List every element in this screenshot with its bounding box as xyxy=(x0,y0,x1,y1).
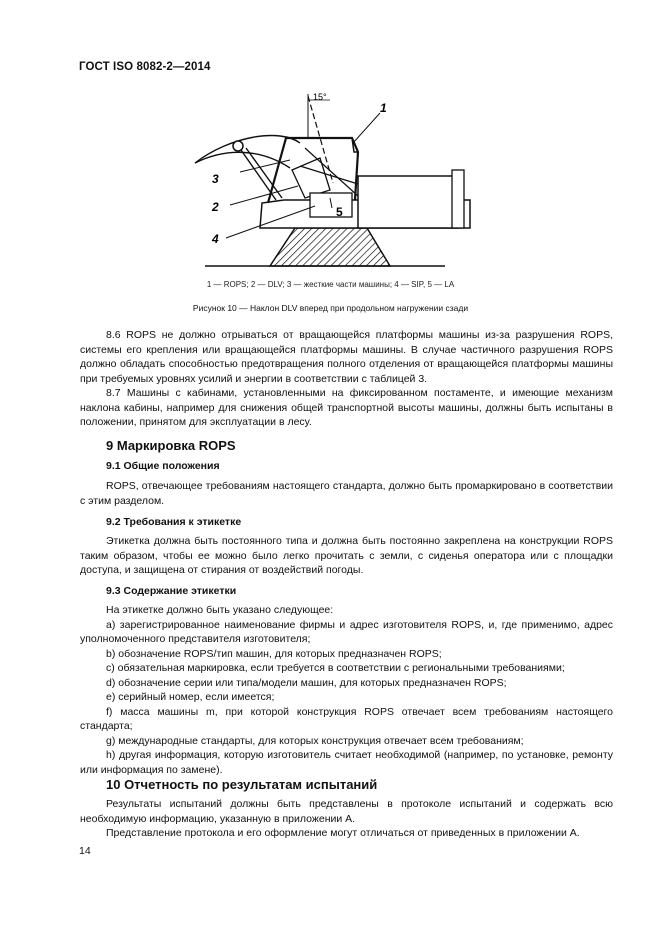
rops-figure xyxy=(190,88,490,273)
callout-4: 4 xyxy=(212,232,219,246)
list-item: d) обозначение серии или типа/модели машин, для которых предназначен ROPS; xyxy=(106,676,507,689)
lever-knob xyxy=(233,141,243,151)
engine-box xyxy=(358,176,458,228)
list-item: e) серийный номер, если имеется; xyxy=(106,691,275,703)
angle-label: 15° xyxy=(313,92,327,102)
callout-2: 2 xyxy=(212,200,219,214)
paragraph-8-6: 8.6 ROPS не должно отрываться от вращающейся платформы машины из-за разрушения ROPS, системы его крепления или вращающейся платформы машины. В случае частичного разрушения ROPS должно обладать способностью предотвращения полного отделения от вращающейся платформы машины при требуемых уровнях усилий и энергии в соответствии с таблицей 3. xyxy=(80,329,613,385)
subsection-9-1-heading: 9.1 Общие положения xyxy=(106,460,220,472)
list-item: h) другая информация, которую изготовитель считает необходимой (например, по установке, ремонту или информация по замене). xyxy=(80,749,613,776)
page-number: 14 xyxy=(79,845,91,857)
label-contents-list xyxy=(80,603,613,777)
list-item: g) международные стандарты, для которых конструкция отвечает всем требованиям; xyxy=(106,734,524,747)
dlv xyxy=(292,158,330,198)
callout-1: 1 xyxy=(380,101,387,115)
paragraph-9-2 xyxy=(80,534,613,578)
subsection-9-2-heading: 9.2 Требования к этикетке xyxy=(106,516,242,528)
paragraph-8-7: 8.7 Машины с кабинами, установленными на фиксированном постаменте, и имеющие механизм наклона кабины, например для снижения общей транспортной высоты машины, должны быть испытаны в положении, принятом для эксплуатации в лесу. xyxy=(80,387,613,428)
figure-legend: 1 — ROPS; 2 — DLV; 3 — жесткие части машины; 4 — SIP, 5 — LA xyxy=(206,280,455,289)
figure-caption: Рисунок 10 — Наклон DLV вперед при продольном нагружении сзади xyxy=(192,303,469,313)
list-intro: На этикетке должно быть указано следующее: xyxy=(106,604,334,616)
section-10-text xyxy=(80,797,613,841)
callout-5: 5 xyxy=(336,205,343,219)
section-9-heading: 9 Маркировка ROPS xyxy=(106,438,236,453)
paragraph-10-b: Представление протокола и его оформление могут отличаться от приведенных в приложении А. xyxy=(106,827,580,839)
list-item: a) зарегистрированное наименование фирмы и адрес изготовителя ROPS, и, где применимо, адрес уполномоченного представителя изготовителя; xyxy=(80,618,613,645)
paragraph-9-1-text: ROPS, отвечающее требованиям настоящего стандарта, должно быть промаркировано в соответствии с этим разделом. xyxy=(80,480,613,507)
list-item: c) обязательная маркировка, если требуется в соответствии с региональными требованиями; xyxy=(106,662,565,674)
callout-3: 3 xyxy=(212,172,219,186)
base-pedestal xyxy=(270,228,390,266)
list-item: b) обозначение ROPS/тип машин, для которых предназначен ROPS; xyxy=(106,647,442,660)
section-10-heading: 10 Отчетность по результатам испытаний xyxy=(106,777,378,792)
section-8-text xyxy=(80,328,613,430)
paragraph-9-2-text: Этикетка должна быть постоянного типа и должна быть постоянно закреплена на конструкции ROPS таким образом, чтобы ее можно было легко прочитать с земли, с сиденья оператора или с площадки доступа, и защищена от стирания от воздействий погоды. xyxy=(80,535,613,576)
paragraph-10-a: Результаты испытаний должны быть представлены в протоколе испытаний и содержать всю необходимую информацию, указанную в приложении А. xyxy=(80,798,613,825)
paragraph-9-1 xyxy=(80,479,613,508)
subsection-9-3-heading: 9.3 Содержание этикетки xyxy=(106,585,237,597)
list-item: f) масса машины m, при которой конструкция ROPS отвечает всем требованиям настоящего стандарта; xyxy=(80,705,613,732)
document-header: ГОСТ ISO 8082-2—2014 xyxy=(79,61,211,73)
